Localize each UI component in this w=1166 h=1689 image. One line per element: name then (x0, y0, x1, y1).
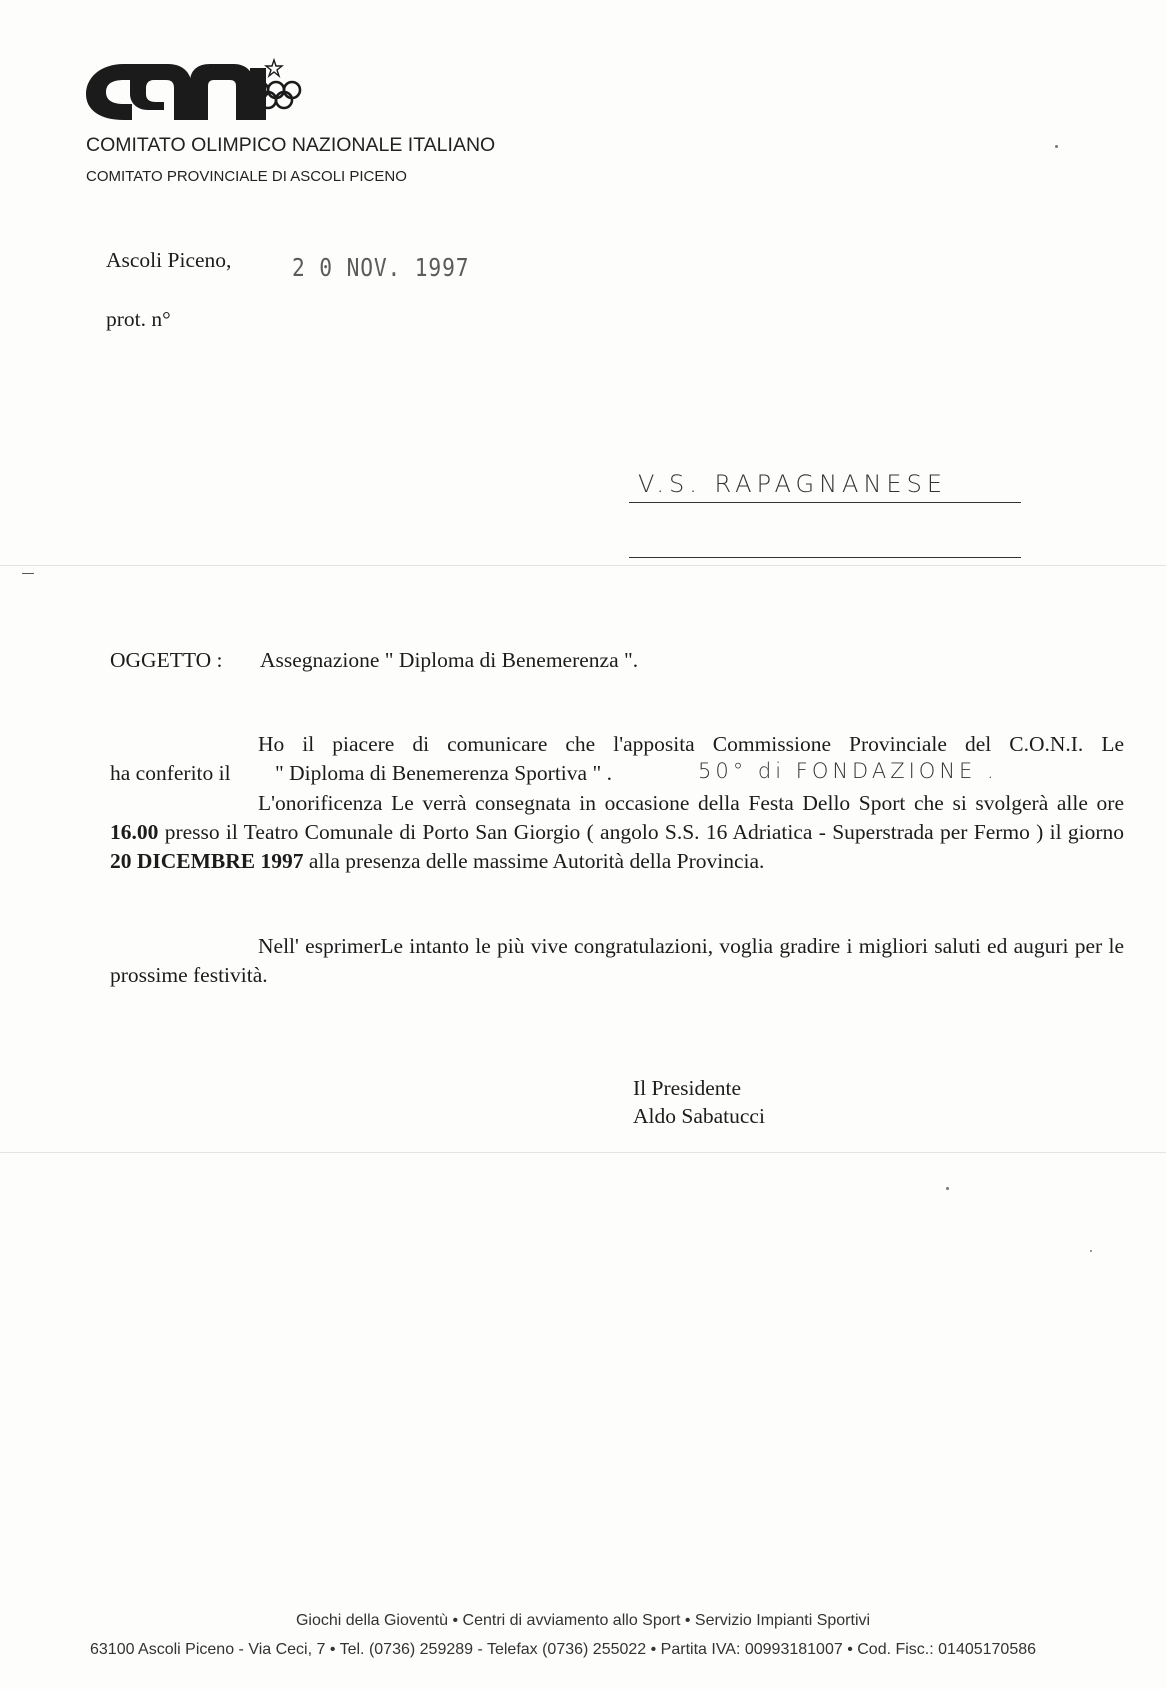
subject-label: OGGETTO : (110, 648, 223, 672)
signature-name: Aldo Sabatucci (633, 1104, 765, 1128)
subject-text: Assegnazione " Diploma di Benemerenza ". (260, 648, 639, 672)
address-line-2 (629, 557, 1021, 558)
organization-name: COMITATO OLIMPICO NAZIONALE ITALIANO (86, 134, 496, 156)
paragraph-1-line-2 (110, 759, 1124, 788)
paragraph-1-line-1: Ho il piacere di comunicare che l'apposita Commissione Provinciale del C.O.N.I. Le (258, 732, 1124, 756)
paragraph-1 (110, 730, 1124, 788)
date-stamp: 2 0 NOV. 1997 (292, 253, 470, 282)
paragraph-2 (110, 789, 1124, 876)
place-label: Ascoli Piceno, (106, 248, 232, 272)
paper-speck (1090, 1250, 1092, 1252)
punch-mark (22, 573, 34, 574)
address-line-1 (629, 502, 1021, 503)
protocol-label: prot. n° (106, 307, 171, 331)
ceremony-time: 16.00 (110, 820, 159, 844)
paper-speck (946, 1187, 949, 1190)
ceremony-date: 20 DICEMBRE 1997 (110, 849, 304, 873)
footer-contacts: 63100 Ascoli Piceno - Via Ceci, 7 • Tel. (0736) 259289 - Telefax (0736) 255022 • Partita IVA: 00993181007 • Cod. Fisc.: 01405170586 (90, 1641, 1037, 1658)
paragraph-2-part-b: presso il Teatro Comunale di Porto San Giorgio ( angolo S.S. 16 Adriatica - Superstrada per Fermo ) il giorno (164, 820, 1125, 844)
recipient-handwritten: V.S. RAPAGNANESE (638, 470, 947, 498)
conferred-text: ha conferito il (110, 761, 231, 785)
paragraph-2-part-a: L'onorificenza Le verrà consegnata in occasione della Festa Dello Sport che si svolgerà alle ore (258, 791, 1124, 815)
footer-services: Giochi della Gioventù • Centri di avviamento allo Sport • Servizio Impianti Sportivi (295, 1612, 871, 1629)
paper-speck (1055, 145, 1058, 148)
paper-fold-line (0, 565, 1166, 566)
diploma-title: " Diploma di Benemerenza Sportiva " . (275, 761, 612, 785)
coni-logo (84, 58, 306, 124)
provincial-committee: COMITATO PROVINCIALE DI ASCOLI PICENO (86, 168, 407, 185)
paragraph-2-part-c: alla presenza delle massime Autorità della Provincia. (308, 849, 765, 873)
paragraph-3: Nell' esprimerLe intanto le più vive congratulazioni, voglia gradire i migliori saluti ed auguri per le prossime festività. (110, 934, 1124, 987)
signature-title: Il Presidente (633, 1076, 742, 1100)
handwritten-annotation: 50° di FONDAZIONE . (698, 759, 998, 783)
paper-fold-line (0, 1152, 1166, 1153)
